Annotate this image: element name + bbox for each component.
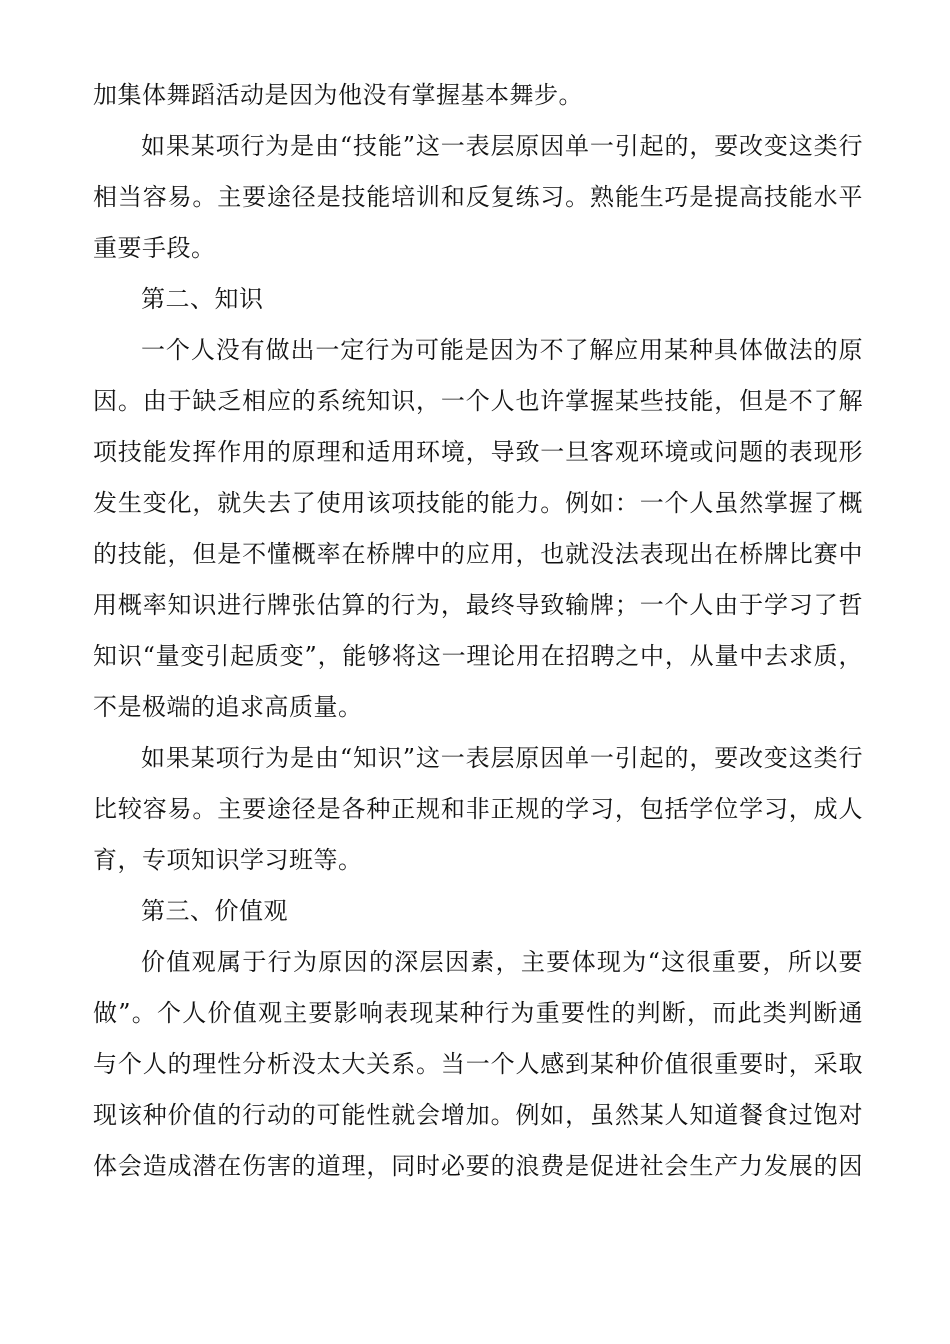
section-heading: 第二、知识 — [141, 285, 264, 313]
text-line: 知识“量变引起质变”，能够将这一理论用在招聘之中，从量中去求质， — [93, 642, 863, 670]
text-line: 重要手段。 — [93, 234, 216, 262]
text-line: 项技能发挥作用的原理和适用环境，导致一旦客观环境或问题的表现形 — [93, 438, 863, 466]
text-line: 加集体舞蹈活动是因为他没有掌握基本舞步。 — [93, 81, 583, 109]
text-line: 用概率知识进行牌张估算的行为，最终导致输牌；一个人由于学习了哲 — [93, 591, 863, 619]
text-line: 比较容易。主要途径是各种正规和非正规的学习，包括学位学习，成人 — [93, 795, 863, 823]
text-line: 体会造成潜在伤害的道理，同时必要的浪费是促进社会生产力发展的因 — [93, 1152, 863, 1180]
text-line: 育，专项知识学习班等。 — [93, 846, 363, 874]
text-line: 如果某项行为是由“知识”这一表层原因单一引起的，要改变这类行 — [141, 744, 863, 772]
text-line: 一个人没有做出一定行为可能是因为不了解应用某种具体做法的原 — [141, 336, 863, 364]
section-heading: 第三、价值观 — [141, 897, 288, 925]
text-line: 现该种价值的行动的可能性就会增加。例如，虽然某人知道餐食过饱对 — [93, 1101, 863, 1129]
text-line: 与个人的理性分析没太大关系。当一个人感到某种价值很重要时，采取 — [93, 1050, 863, 1078]
text-line: 如果某项行为是由“技能”这一表层原因单一引起的，要改变这类行 — [141, 132, 863, 160]
text-line: 的技能，但是不懂概率在桥牌中的应用，也就没法表现出在桥牌比赛中 — [93, 540, 863, 568]
text-line: 因。由于缺乏相应的系统知识，一个人也许掌握某些技能，但是不了解 — [93, 387, 863, 415]
text-line: 价值观属于行为原因的深层因素，主要体现为“这很重要，所以要 — [141, 948, 863, 976]
text-line: 不是极端的追求高质量。 — [93, 693, 363, 721]
text-line: 做”。个人价值观主要影响表现某种行为重要性的判断，而此类判断通 — [93, 999, 863, 1027]
document-body — [93, 70, 863, 1192]
text-line: 相当容易。主要途径是技能培训和反复练习。熟能生巧是提高技能水平 — [93, 183, 863, 211]
text-line: 发生变化，就失去了使用该项技能的能力。例如：一个人虽然掌握了概 — [93, 489, 863, 517]
